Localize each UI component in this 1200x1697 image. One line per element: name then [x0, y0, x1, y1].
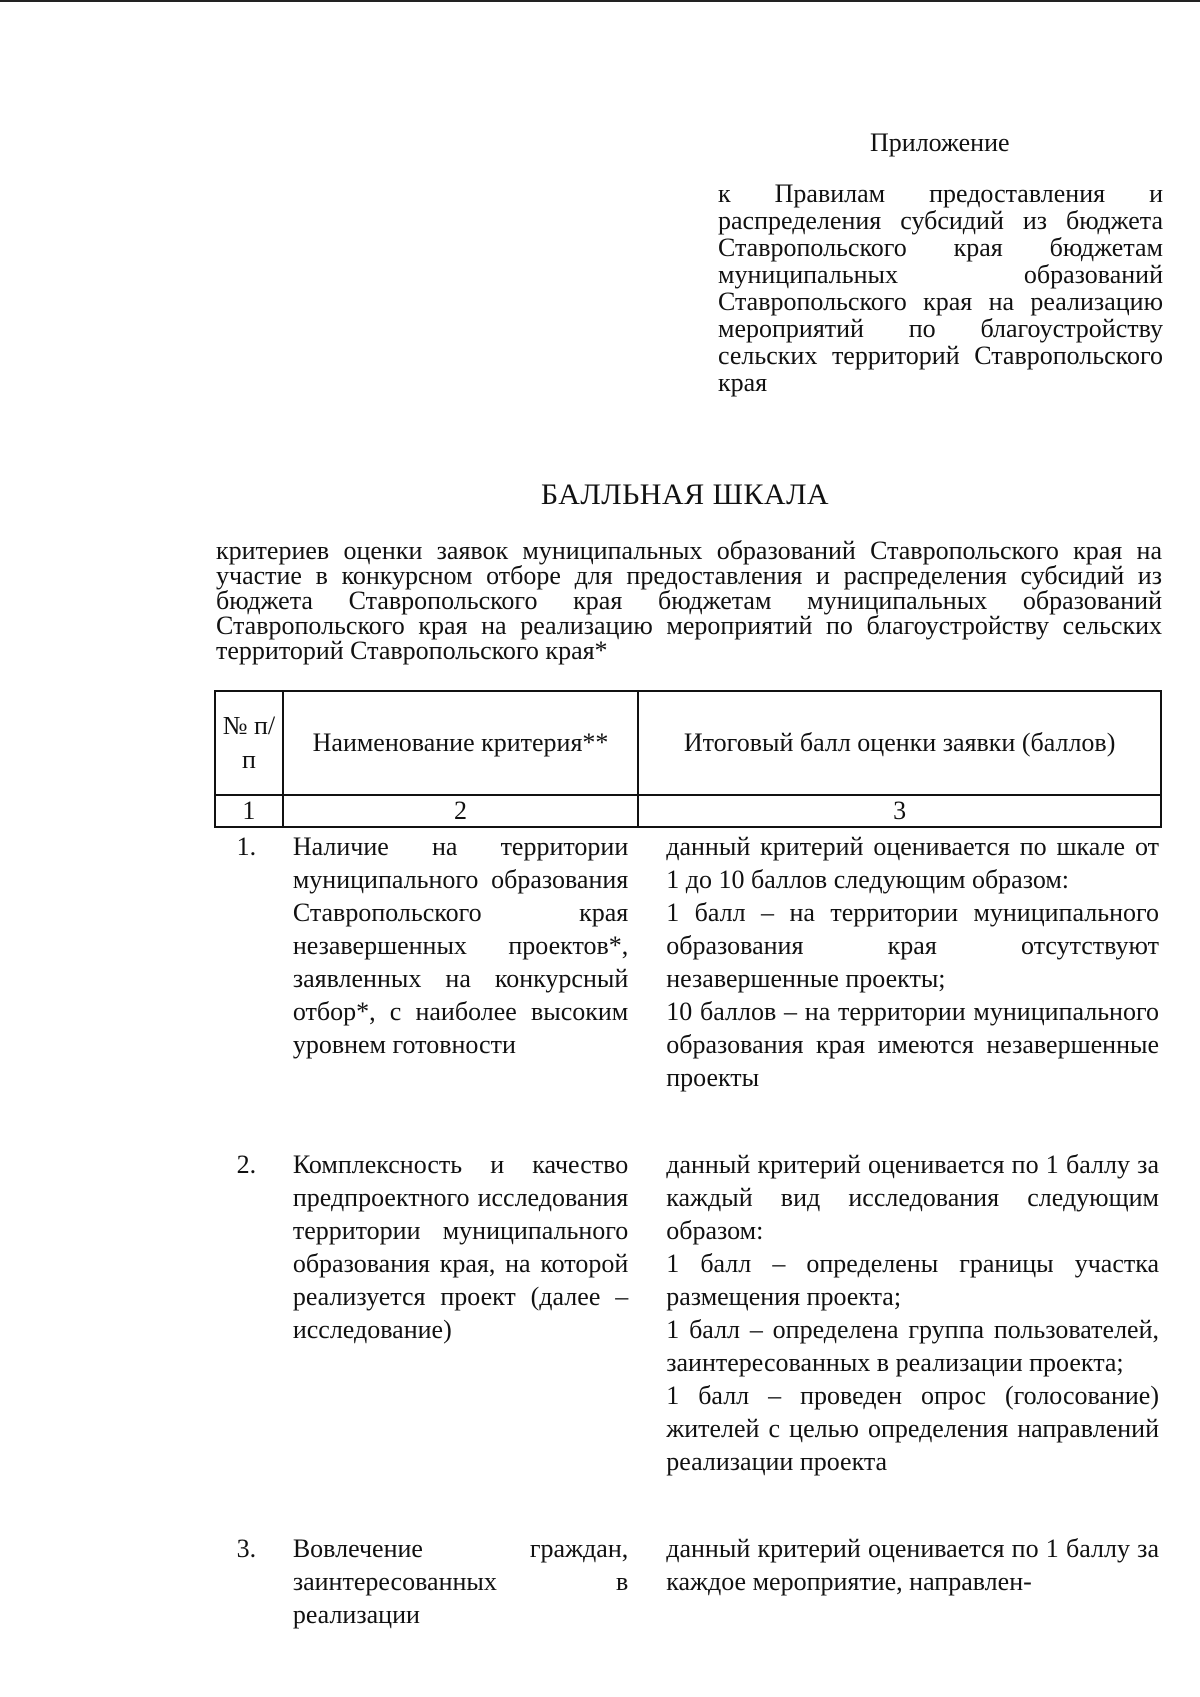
column-number-row	[215, 795, 1161, 827]
header-score: Итоговый балл оценки заявки (баллов)	[638, 691, 1161, 795]
scoring-line: данный критерий оценивается по 1 баллу за каждый вид исследования следующим образом:	[666, 1150, 1159, 1245]
criteria-table	[214, 690, 1162, 1683]
header-num: № п/п	[215, 691, 283, 795]
criterion-scoring	[638, 827, 1161, 1146]
criterion-scoring	[638, 1530, 1161, 1683]
scoring-line: данный критерий оценивается по 1 баллу за каждое мероприятие, направлен-	[666, 1534, 1159, 1596]
column-number: 1	[215, 795, 283, 827]
scoring-line: 1 балл – проведен опрос (голосование) жителей с целью определения направлений реализации проекта	[666, 1381, 1159, 1476]
appendix-text: к Правилам предоставления и распределения субсидий из бюджета Ставропольского края бюджетам муниципальных образований Ставропольского края на реализацию мероприятий по благоустройству сельских территорий Ставропольского края	[718, 179, 1163, 397]
row-number: 2.	[236, 1150, 257, 1179]
scoring-line: 10 баллов – на территории муниципального образования края имеются незавершенные проекты	[666, 997, 1159, 1092]
row-number: 1.	[236, 832, 257, 861]
column-number: 3	[638, 795, 1161, 827]
scoring-line: 1 балл – определена группа пользователей, заинтересованных в реализации проекта;	[666, 1315, 1159, 1377]
table-header-row	[215, 691, 1161, 795]
column-number: 2	[283, 795, 638, 827]
document-subtitle: критериев оценки заявок муниципальных образований Ставропольского края на участие в конкурсном отборе для предоставления и распределения субсидий из бюджета Ставропольского края бюджетам муниципальных образований Ставропольского края на реализацию мероприятий по благоустройству сельских территорий Ставропольского края*	[216, 536, 1162, 665]
criterion-scoring	[638, 1146, 1161, 1530]
table-row	[215, 827, 1161, 1146]
criterion-name: Наличие на территории муниципального образования Ставропольского края незавершенных проектов*, заявленных на конкурсный отбор*, с наиболее высоким уровнем готовности	[292, 832, 629, 1059]
scoring-line: данный критерий оценивается по шкале от 1 до 10 баллов следующим образом:	[666, 832, 1159, 894]
table-row	[215, 1146, 1161, 1530]
appendix-title: Приложение	[870, 128, 1010, 157]
table-row	[215, 1530, 1161, 1683]
criterion-name: Комплексность и качество предпроектного исследования территории муниципального образования края, на которой реализуется проект (далее – исследование)	[292, 1150, 629, 1344]
header-name: Наименование критерия**	[283, 691, 638, 795]
scan-border	[0, 0, 1200, 2]
scoring-line: 1 балл – определены границы участка размещения проекта;	[666, 1249, 1159, 1311]
document-title: БАЛЛЬНАЯ ШКАЛА	[540, 478, 830, 511]
row-number: 3.	[236, 1534, 257, 1563]
scoring-line: 1 балл – на территории муниципального образования края отсутствуют незавершенные проекты;	[666, 898, 1159, 993]
criterion-name: Вовлечение граждан, заинтересованных в реализации	[292, 1534, 629, 1629]
